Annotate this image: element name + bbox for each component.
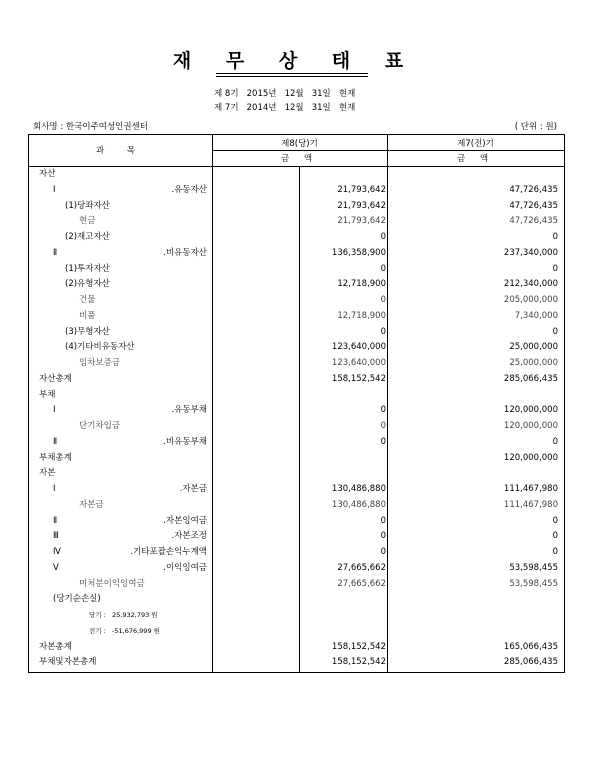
- row-previous-amount: 120,000,000: [503, 452, 558, 463]
- row-current-amount: 123,640,000: [331, 342, 386, 353]
- table-row: [29, 371, 564, 387]
- table-row: [29, 213, 564, 229]
- table-row: [29, 276, 564, 292]
- row-previous-amount: 0: [552, 263, 558, 274]
- row-label: (2)유형자산: [65, 279, 110, 290]
- row-previous-amount: 7,340,000: [514, 310, 558, 321]
- table-row: [29, 229, 564, 245]
- row-previous-amount: 0: [552, 515, 558, 526]
- row-current-amount: 27,665,662: [337, 578, 386, 589]
- table-row: [29, 591, 564, 607]
- row-label: 현금: [79, 216, 96, 227]
- row-label: Ⅱ.비유동자산: [53, 247, 207, 258]
- statement-title: 재 무 상 태 표: [172, 50, 418, 72]
- table-row: [29, 324, 564, 340]
- row-label: Ⅱ.비유동부채: [53, 436, 207, 447]
- row-current-amount: 0: [380, 547, 386, 557]
- row-label: Ⅳ.기타포괄손익누계액: [53, 547, 207, 557]
- row-label: 부채총계: [39, 452, 72, 463]
- row-current-amount: 0: [380, 232, 386, 242]
- row-current-amount: 27,665,662: [337, 562, 386, 573]
- row-label: 전기 : -51,676,999 원: [89, 626, 160, 635]
- row-label: (4)기타비유동자산: [65, 342, 135, 353]
- row-previous-amount: 285,066,435: [503, 657, 558, 668]
- table-row: [29, 166, 564, 182]
- table-row: [29, 654, 564, 670]
- row-label: (2)재고자산: [65, 232, 110, 242]
- table-row: [29, 623, 564, 639]
- table-row: [29, 481, 564, 497]
- header-current-period: 제8(당)기: [281, 139, 318, 149]
- row-previous-amount: 111,467,980: [503, 484, 558, 494]
- period-previous: 제 7기 2014년 12월 31일 현재: [214, 103, 356, 113]
- row-previous-amount: 212,340,000: [503, 279, 558, 290]
- row-label: 당기 : 25,932,793 원: [89, 611, 158, 619]
- row-label: 미처분이익잉여금: [79, 578, 145, 589]
- header-previous-period: 제7(전)기: [457, 139, 494, 149]
- row-previous-amount: 285,066,435: [503, 373, 558, 384]
- table-row: [29, 576, 564, 592]
- row-label: 건물: [79, 295, 96, 305]
- row-label: (3)무형자산: [65, 326, 110, 337]
- unit-label: ( 단위 : 원): [514, 122, 557, 132]
- row-previous-amount: 111,467,980: [503, 499, 558, 510]
- table-row: [29, 497, 564, 513]
- row-current-amount: 136,358,900: [331, 247, 386, 258]
- balance-sheet-table: [28, 134, 565, 673]
- row-previous-amount: 165,066,435: [503, 641, 558, 652]
- row-previous-amount: 205,000,000: [503, 295, 558, 305]
- row-current-amount: 0: [380, 263, 386, 274]
- table-row: [29, 607, 564, 623]
- header-previous-amount: 금 액: [456, 154, 495, 164]
- row-current-amount: 0: [380, 436, 386, 447]
- row-previous-amount: 237,340,000: [503, 247, 558, 258]
- row-current-amount: 0: [380, 405, 386, 416]
- row-current-amount: 12,718,900: [337, 310, 386, 321]
- table-row: [29, 513, 564, 529]
- row-previous-amount: 25,000,000: [509, 358, 558, 368]
- row-current-amount: 21,793,642: [337, 216, 386, 227]
- row-current-amount: 0: [380, 326, 386, 337]
- row-previous-amount: 120,000,000: [503, 421, 558, 431]
- table-row: [29, 308, 564, 324]
- row-previous-amount: 0: [552, 531, 558, 542]
- row-current-amount: 21,793,642: [337, 184, 386, 195]
- row-label: Ⅰ.유동자산: [53, 184, 207, 195]
- table-row: [29, 450, 564, 466]
- table-header: [29, 135, 564, 167]
- row-label: 자본: [39, 468, 56, 479]
- row-label: 자본총계: [39, 641, 72, 652]
- row-current-amount: 12,718,900: [337, 279, 386, 290]
- row-label: 부채및자본총계: [39, 657, 97, 668]
- row-label: 자산총계: [39, 373, 72, 384]
- row-current-amount: 130,486,880: [331, 499, 386, 510]
- table-row: [29, 639, 564, 655]
- row-previous-amount: 0: [552, 436, 558, 447]
- title-underline-2: [216, 76, 368, 77]
- row-label: 단기차입금: [79, 421, 121, 431]
- row-label: 임차보증금: [79, 358, 121, 368]
- row-previous-amount: 0: [552, 232, 558, 242]
- header-current-amount: 금 액: [280, 154, 319, 164]
- row-current-amount: 158,152,542: [331, 373, 386, 384]
- row-current-amount: 130,486,880: [331, 484, 386, 494]
- row-label: 자본금: [79, 499, 104, 510]
- header-divider: [212, 150, 564, 151]
- row-label: 자산: [39, 169, 56, 179]
- title-underline-1: [216, 73, 368, 74]
- table-row: [29, 418, 564, 434]
- table-row: [29, 544, 564, 560]
- table-row: [29, 560, 564, 576]
- row-current-amount: 21,793,642: [337, 200, 386, 211]
- row-label: (1)당좌자산: [65, 200, 110, 211]
- row-label: Ⅰ.유동부채: [53, 405, 207, 416]
- table-row: [29, 182, 564, 198]
- row-label: Ⅲ.자본조정: [53, 531, 207, 542]
- row-previous-amount: 53,598,455: [509, 562, 558, 573]
- table-row: [29, 245, 564, 261]
- table-row: [29, 387, 564, 403]
- table-row: [29, 434, 564, 450]
- table-row: [29, 292, 564, 308]
- period-current: 제 8기 2015년 12월 31일 현재: [214, 89, 356, 99]
- row-previous-amount: 120,000,000: [503, 405, 558, 416]
- row-current-amount: 0: [380, 421, 386, 431]
- header-item: 과 목: [95, 146, 146, 156]
- table-row: [29, 402, 564, 418]
- row-label: Ⅴ.이익잉여금: [53, 562, 207, 573]
- row-label: (당기순손실): [53, 594, 101, 605]
- table-row: [29, 198, 564, 214]
- row-previous-amount: 0: [552, 326, 558, 337]
- company-name: 회사명 : 한국이주여성인권센터: [33, 122, 149, 132]
- row-label: 부채: [39, 389, 56, 400]
- row-previous-amount: 0: [552, 547, 558, 557]
- table-row: [29, 465, 564, 481]
- row-label: 비품: [79, 310, 96, 321]
- table-row: [29, 528, 564, 544]
- row-previous-amount: 25,000,000: [509, 342, 558, 353]
- row-current-amount: 123,640,000: [331, 358, 386, 368]
- row-current-amount: 0: [380, 515, 386, 526]
- row-label: Ⅰ.자본금: [53, 484, 207, 494]
- row-previous-amount: 47,726,435: [509, 200, 558, 211]
- table-row: [29, 261, 564, 277]
- table-row: [29, 355, 564, 371]
- table-row: [29, 339, 564, 355]
- row-current-amount: 158,152,542: [331, 641, 386, 652]
- row-current-amount: 0: [380, 295, 386, 305]
- row-label: (1)투자자산: [65, 263, 110, 274]
- row-previous-amount: 47,726,435: [509, 184, 558, 195]
- row-previous-amount: 53,598,455: [509, 578, 558, 589]
- row-label: Ⅱ.자본잉여금: [53, 515, 207, 526]
- row-current-amount: 0: [380, 531, 386, 542]
- row-current-amount: 158,152,542: [331, 657, 386, 668]
- row-previous-amount: 47,726,435: [509, 216, 558, 227]
